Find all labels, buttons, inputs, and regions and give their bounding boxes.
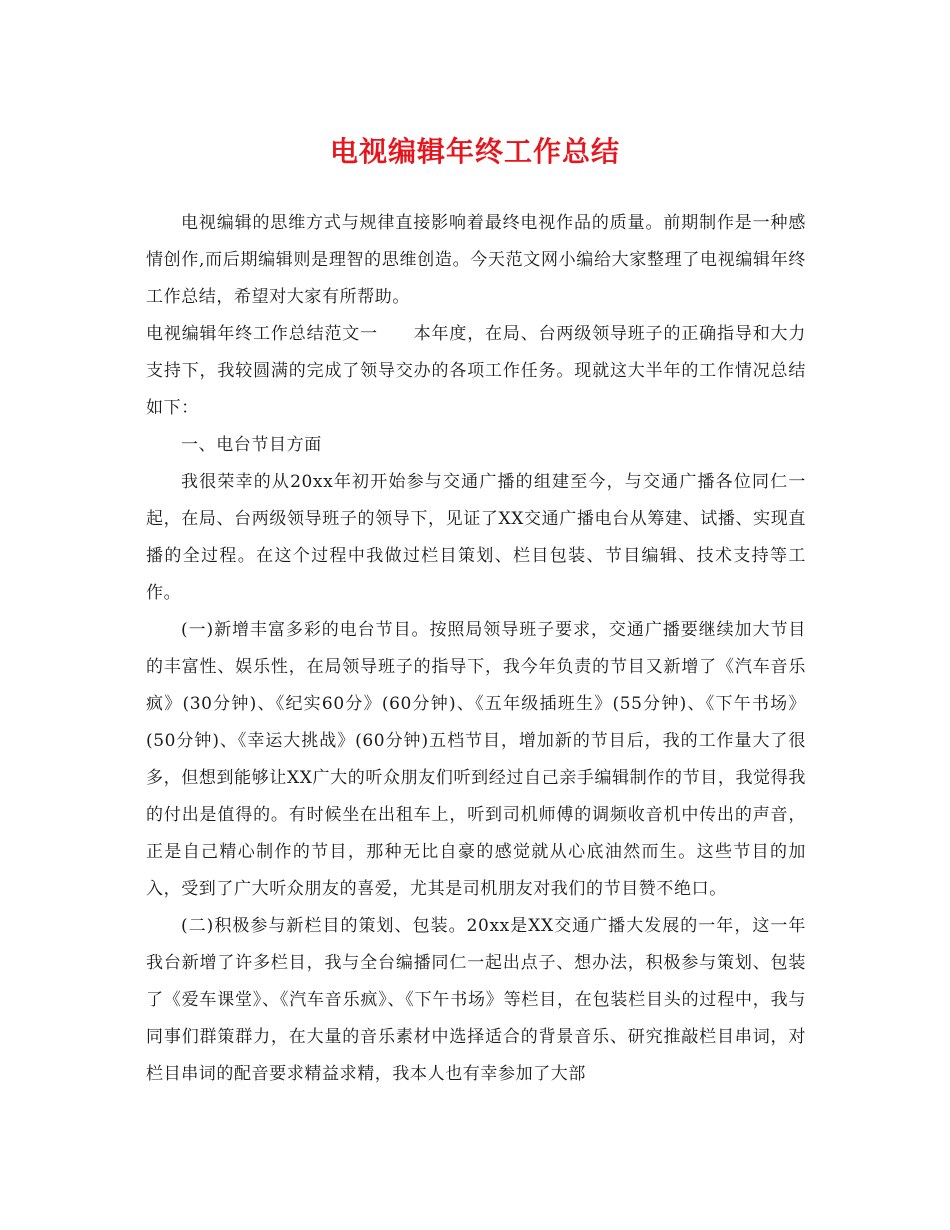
section-heading-radio: 一、电台节目方面 bbox=[181, 435, 322, 455]
paragraph-intro: 电视编辑的思维方式与规律直接影响着最终电视作品的质量。前期制作是一种感情创作,而后期编辑则是理智的思维创造。今天范文网小编给大家整理了电视编辑年终工作总结，希望对大家有所帮助。 bbox=[146, 213, 806, 307]
paragraph-sample-one: 电视编辑年终工作总结范文一 本年度，在局、台两级领导班子的正确指导和大力支持下，我较圆满的完成了领导交办的各项工作任务。现就这大半年的工作情况总结如下： bbox=[146, 324, 806, 418]
document-title: 电视编辑年终工作总结 bbox=[329, 135, 620, 168]
document-body bbox=[146, 205, 806, 1093]
paragraph-new-programs: (一)新增丰富多彩的电台节目。按照局领导班子要求，交通广播要继续加大节目的丰富性、娱乐性，在局领导班子的指导下，我今年负责的节目又新增了《汽车音乐疯》(30分钟)、《纪实60分》(60分钟)、《五年级插班生》(55分钟)、《下午书场》(50分钟)、《幸运大挑战》(60分钟)五档节目，增加新的节目后，我的工作量大了很多，但想到能够让XX广大的听众朋友们听到经过自己亲手编辑制作的节目，我觉得我的付出是值得的。有时候坐在出租车上，听到司机师傅的调频收音机中传出的声音，正是自己精心制作的节目，那种无比自豪的感觉就从心底油然而生。这些节目的加入，受到了广大听众朋友的喜爱，尤其是司机朋友对我们的节目赞不绝口。 bbox=[146, 620, 806, 899]
paragraph-radio-overview: 我很荣幸的从20xx年初开始参与交通广播的组建至今，与交通广播各位同仁一起，在局、台两级领导班子的领导下，见证了XX交通广播电台从筹建、试播、实现直播的全过程。在这个过程中我做过栏目策划、栏目包装、节目编辑、技术支持等工作。 bbox=[146, 472, 806, 603]
paragraph-new-columns: (二)积极参与新栏目的策划、包装。20xx是XX交通广播大发展的一年，这一年我台新增了许多栏目，我与全台编播同仁一起出点子、想办法，积极参与策划、包装了《爱车课堂》、《汽车音乐疯》、《下午书场》等栏目，在包装栏目头的过程中，我与同事们群策群力，在大量的音乐素材中选择适合的背景音乐、研究推敲栏目串词，对栏目串词的配音要求精益求精，我本人也有幸参加了大部 bbox=[146, 916, 806, 1084]
